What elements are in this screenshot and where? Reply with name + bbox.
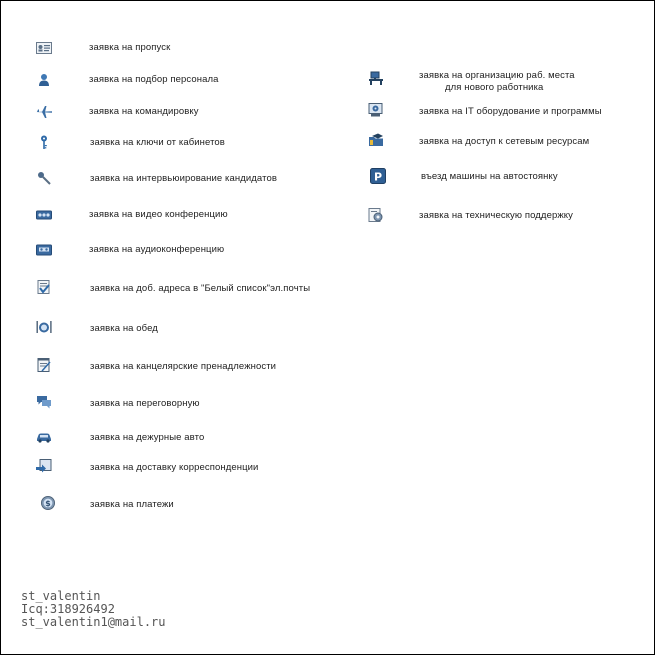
link-label: заявка на канцелярские пренадлежности [90, 361, 277, 372]
link-label: заявка на пропуск [89, 42, 171, 53]
parking-icon [370, 168, 386, 184]
workplace-icon [368, 71, 384, 85]
link-interview-request[interactable] [34, 171, 334, 187]
link-staff-request[interactable] [34, 72, 334, 88]
link-label: заявка на подбор персонала [89, 74, 219, 85]
delivery-icon [36, 459, 52, 473]
link-meeting-room-request[interactable] [34, 395, 334, 411]
link-label: заявка на интервьюирование кандидатов [90, 173, 277, 184]
support-gear-icon [368, 208, 384, 222]
network-folder-icon [368, 133, 384, 147]
link-label: заявка на аудиоконференцию [89, 244, 225, 255]
link-label: заявка на доставку корреспонденции [90, 462, 259, 473]
computer-icon [368, 103, 384, 117]
mail-list-icon [36, 280, 52, 294]
notepad-icon [36, 358, 52, 372]
dollar-coin-icon [40, 496, 56, 510]
link-label: заявка на организацию раб. места [419, 70, 575, 81]
link-label: заявка на техническую поддержку [419, 210, 574, 221]
link-tech-support-request[interactable] [366, 207, 636, 223]
link-label: заявка на командировку [89, 106, 199, 117]
link-label: заявка на видео конференцию [89, 209, 228, 220]
link-video-conference-request[interactable] [34, 207, 334, 223]
person-icon [36, 73, 52, 87]
link-label: заявка на дежурные авто [90, 432, 205, 443]
link-delivery-request[interactable] [34, 459, 334, 475]
link-label: заявка на обед [90, 323, 158, 334]
svg-text:$: $ [45, 499, 51, 509]
airplane-icon [36, 105, 52, 119]
link-audio-conference-request[interactable] [34, 242, 334, 258]
video-camera-icon [36, 208, 52, 222]
svg-text:P: P [373, 170, 383, 184]
link-whitelist-request[interactable] [34, 280, 354, 296]
link-parking-request[interactable] [366, 168, 636, 186]
author-email: st_valentin1@mail.ru [21, 615, 166, 629]
key-icon [36, 135, 52, 149]
dining-icon [36, 320, 52, 334]
author-signature [21, 590, 166, 629]
link-workplace-request[interactable] [366, 68, 636, 96]
link-label: заявка на переговорную [90, 398, 200, 409]
link-lunch-request[interactable] [34, 320, 334, 336]
car-icon [36, 430, 52, 444]
cassette-icon [36, 243, 52, 257]
link-it-equipment-request[interactable] [366, 103, 636, 119]
link-pass-request[interactable] [34, 40, 334, 56]
author-icq: Icq:318926492 [21, 602, 115, 616]
link-label-second-line: для нового работника [445, 82, 544, 93]
link-label: заявка на ключи от кабинетов [90, 137, 225, 148]
link-label: заявка на платежи [90, 499, 174, 510]
id-card-icon [36, 41, 52, 55]
chat-icon [36, 395, 52, 409]
microphone-icon [36, 171, 52, 185]
link-label: въезд машины на автостоянку [421, 171, 558, 182]
author-name: st_valentin [21, 589, 101, 603]
link-duty-car-request[interactable] [34, 429, 334, 445]
link-network-access-request[interactable] [366, 133, 636, 149]
link-payments-request[interactable] [34, 496, 334, 512]
link-label: заявка на доступ к сетевым ресурсам [419, 136, 590, 147]
link-trip-request[interactable] [34, 104, 334, 120]
link-stationery-request[interactable] [34, 358, 334, 374]
link-label: заявка на доб. адреса в "Белый список"эл.почты [90, 283, 311, 294]
link-label: заявка на IT оборудование и программы [419, 106, 602, 117]
link-keys-request[interactable] [34, 135, 334, 151]
